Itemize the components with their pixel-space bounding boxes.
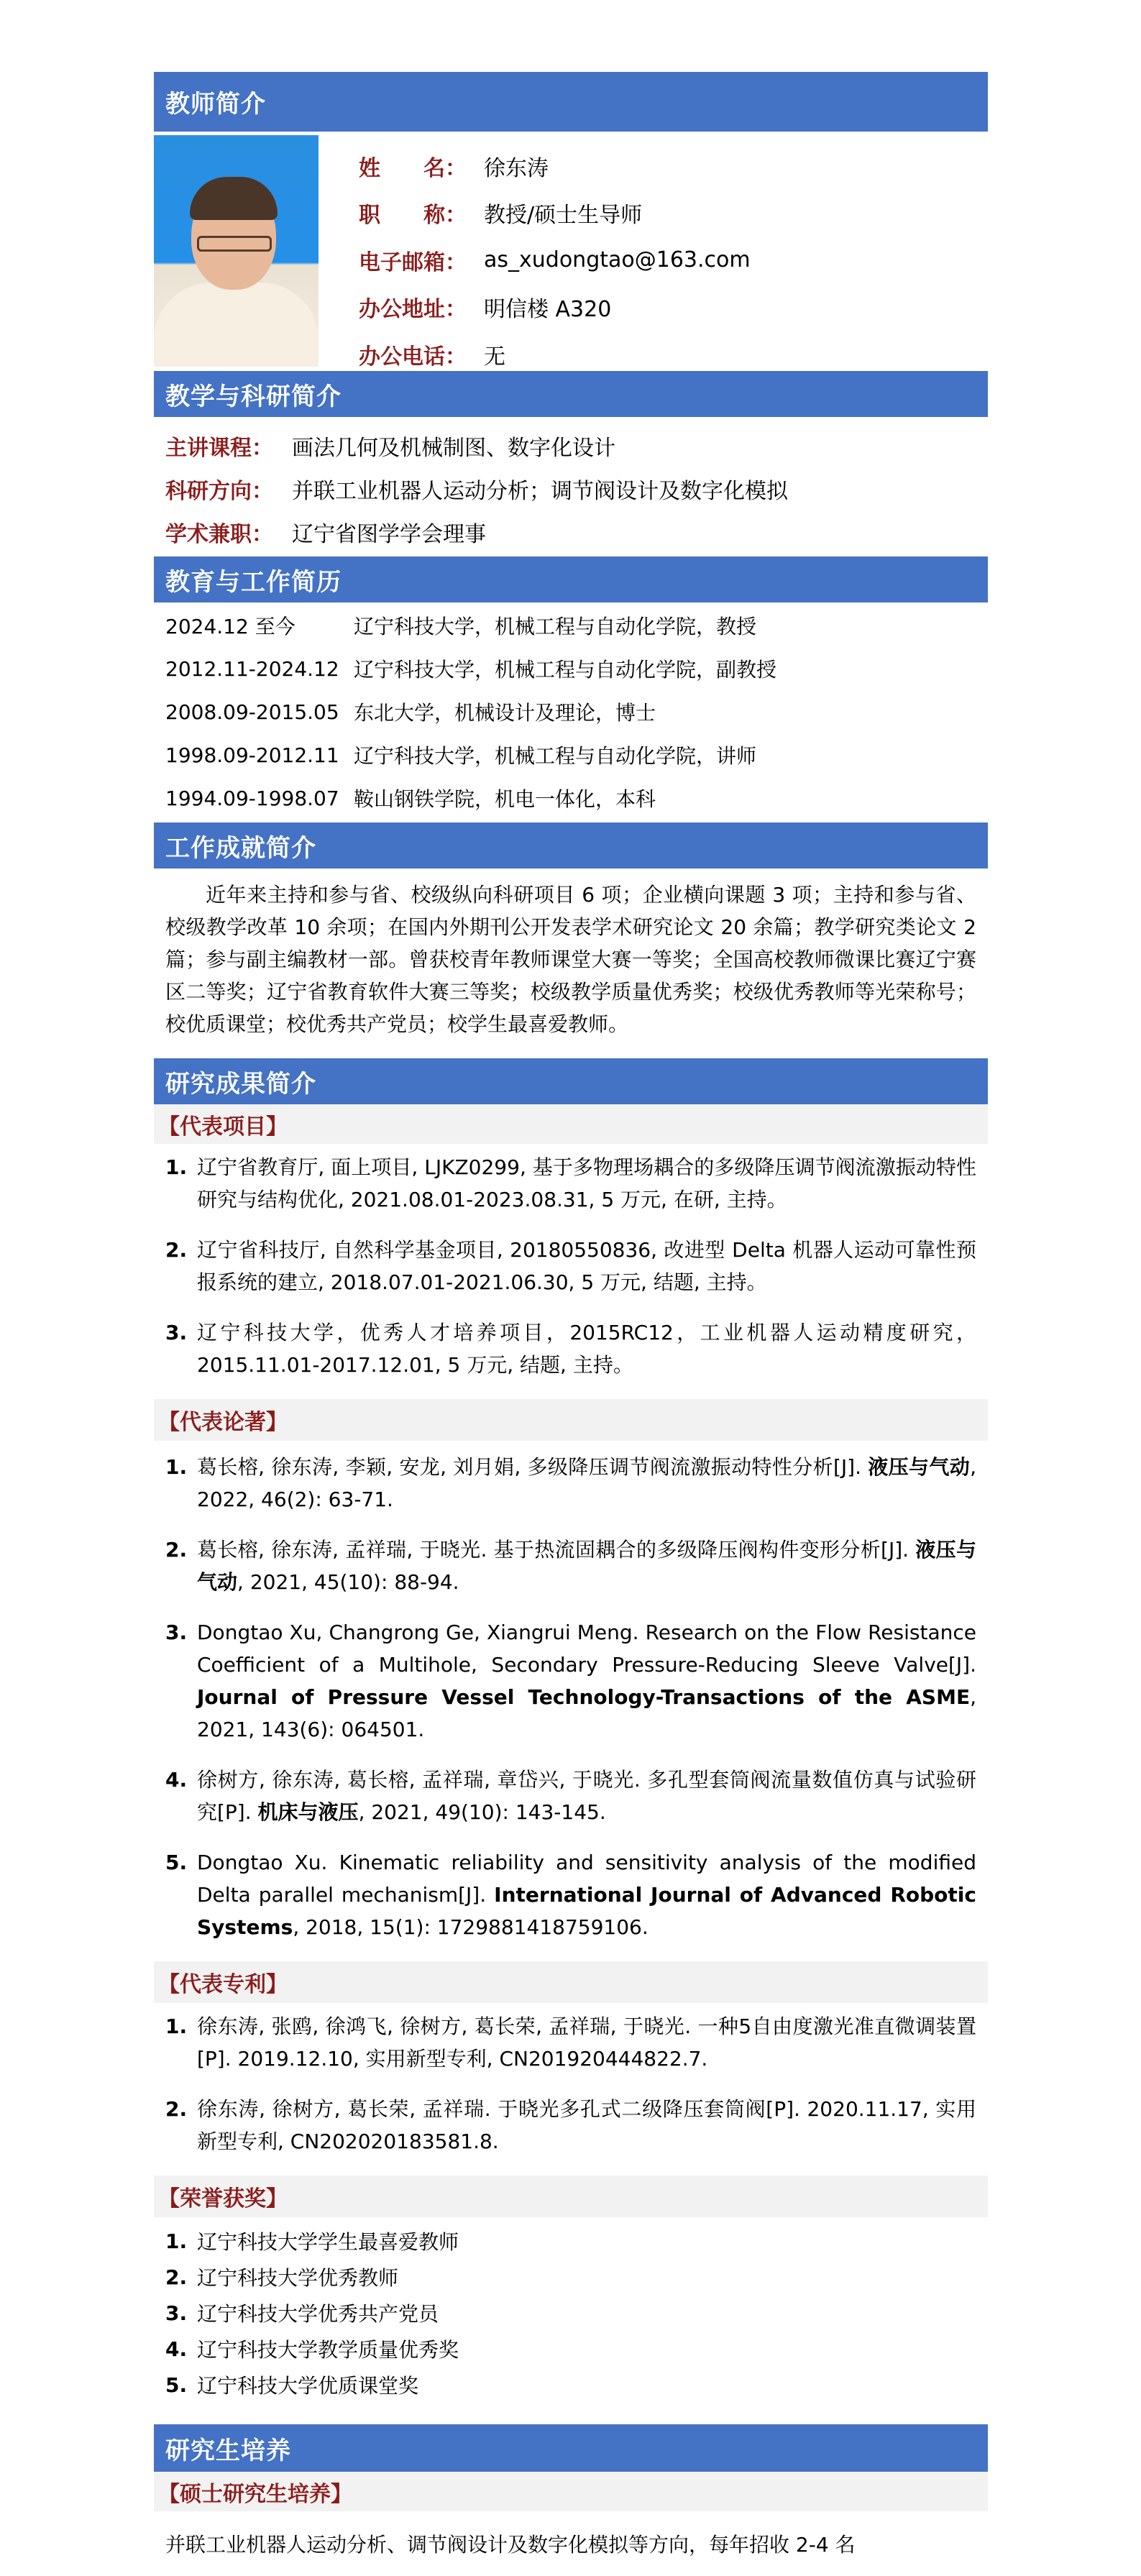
- office-label: 办公地址：: [359, 297, 467, 323]
- history-date: 2012.11-2024.12: [165, 656, 339, 681]
- item-number: 5.: [165, 2373, 188, 2397]
- history-list: [154, 602, 988, 820]
- photo-shirt: [154, 283, 319, 367]
- teaching-row-research: [154, 467, 988, 510]
- positions-label: 学术兼职：: [165, 522, 273, 547]
- patent-item: [165, 2010, 976, 2075]
- item-text: [197, 1534, 976, 1598]
- positions-value: 辽宁省图学学会理事: [292, 522, 486, 547]
- paper-journal: 液压与气动: [197, 1538, 976, 1594]
- section-header-profile: 教师简介: [154, 72, 988, 132]
- section-header-research: 研究成果简介: [154, 1058, 988, 1104]
- item-number: 2.: [165, 2265, 188, 2289]
- item-text: [197, 1846, 976, 1943]
- phone-label: 办公电话：: [359, 344, 467, 370]
- history-desc: 辽宁科技大学，机械工程与自动化学院，副教授: [354, 658, 777, 682]
- item-text: 辽宁省教育厅, 面上项目, LJKZ0299, 基于多物理场耦合的多级降压调节阀流激振动特性研究与结构优化, 2021.08.01-2023.08.31, 5 万元, 在研, 主持。: [197, 1155, 976, 1211]
- item-text: 辽宁科技大学学生最喜爱教师: [197, 2230, 459, 2254]
- paper-item: [165, 1451, 976, 1516]
- paper-volume: , 2018, 15(1): 1729881418759106.: [293, 1915, 649, 1939]
- item-number: 5.: [165, 1851, 188, 1874]
- item-number: 1.: [165, 1455, 188, 1479]
- teacher-photo: [154, 135, 319, 367]
- history-desc: 鞍山钢铁学院，机电一体化，本科: [354, 787, 656, 811]
- profile-info: [319, 135, 751, 370]
- subheader-projects: 【代表项目】: [154, 1104, 988, 1144]
- office-value: 明信楼 A320: [484, 297, 612, 323]
- honor-item: [165, 2367, 976, 2403]
- photo-hair: [190, 177, 278, 220]
- item-number: 4.: [165, 2337, 188, 2361]
- subheader-master: 【硕士研究生培养】: [154, 2472, 988, 2511]
- item-text: 徐东涛, 张鸥, 徐鸿飞, 徐树方, 葛长荣, 孟祥瑞, 于晓光. 一种5自由度激光准直微调装置[P]. 2019.12.10, 实用新型专利, CN201920444822.7.: [197, 2014, 976, 2071]
- profile-row-office: [359, 284, 751, 331]
- profile-block: [154, 135, 988, 370]
- patents-list: [154, 2003, 988, 2158]
- paper-citation: Dongtao Xu, Changrong Ge, Xiangrui Meng. Research on the Flow Resistance Coefficient of a Multihole, Secondary Pressure-Reducing Sleeve Valve[J].: [197, 1621, 976, 1677]
- history-desc: 辽宁科技大学，机械工程与自动化学院，讲师: [354, 744, 757, 768]
- item-number: 2.: [165, 2097, 188, 2121]
- name-label-char2: 名：: [423, 155, 467, 181]
- project-item: [165, 1234, 976, 1298]
- history-row: [154, 647, 988, 690]
- paper-journal: 机床与液压: [257, 1800, 359, 1824]
- achievements-paragraph: 近年来主持和参与省、校级纵向科研项目 6 项；企业横向课题 3 项；主持和参与省、校级教学改革 10 余项；在国内外期刊公开发表学术研究论文 20 余篇；教学研究类论文 2 篇；参与副主编教材一部。曾获校青年教师课堂大赛一等奖；全国高校教师微课比赛辽宁赛区二等奖；辽宁省教育软件大赛三等奖；校级教学质量优秀奖；校级优秀教师等光荣称号；校优质课堂；校优秀共产党员；校学生最喜爱教师。: [165, 883, 976, 1036]
- project-item: [165, 1316, 976, 1381]
- research-direction-value: 并联工业机器人运动分析；调节阀设计及数字化模拟: [292, 479, 788, 504]
- honor-item: [165, 2331, 976, 2367]
- honors-list: [154, 2217, 988, 2403]
- section-header-history: 教育与工作简历: [154, 556, 988, 602]
- title-label: [359, 197, 484, 229]
- subheader-papers: 【代表论著】: [154, 1399, 988, 1441]
- paper-item: [165, 1764, 976, 1828]
- item-text: [197, 1616, 976, 1746]
- paper-volume: , 2021, 49(10): 143-145.: [358, 1800, 606, 1824]
- paper-citation: 葛长榕, 徐东涛, 李颖, 安龙, 刘月娟, 多级降压调节阀流激振动特性分析[J].: [197, 1455, 869, 1479]
- item-number: 3.: [165, 2301, 188, 2325]
- profile-row-phone: [359, 331, 751, 378]
- photo-glasses: [197, 236, 272, 252]
- title-value: 教授/硕士生导师: [484, 203, 643, 229]
- item-number: 2.: [165, 1238, 188, 1262]
- section-header-graduate: 研究生培养: [154, 2424, 988, 2472]
- paper-item: [165, 1616, 976, 1746]
- paper-journal: 液压与气动: [868, 1455, 971, 1479]
- paper-volume: , 2021, 45(10): 88-94.: [237, 1570, 459, 1594]
- paper-citation: 徐树方, 徐东涛, 葛长榕, 孟祥瑞, 章岱兴, 于晓光. 多孔型套筒阀流量数值仿真与试验研究[P].: [197, 1768, 976, 1824]
- courses-label: 主讲课程：: [165, 436, 273, 461]
- item-number: 2.: [165, 1538, 188, 1562]
- paper-volume: , 2022, 46(2): 63-71.: [197, 1455, 976, 1511]
- history-row: [154, 690, 988, 733]
- item-text: 徐东涛, 徐树方, 葛长荣, 孟祥瑞. 于晓光多孔式二级降压套筒阀[P]. 2020.11.17, 实用新型专利, CN202020183581.8.: [197, 2097, 976, 2153]
- honor-item: [165, 2223, 976, 2259]
- honor-item: [165, 2259, 976, 2295]
- teaching-row-courses: [154, 424, 988, 467]
- paper-volume: , 2021, 143(6): 064501.: [197, 1685, 976, 1741]
- email-label: 电子邮箱：: [359, 249, 467, 275]
- item-number: 4.: [165, 1768, 188, 1792]
- section-header-achievements: 工作成就简介: [154, 822, 988, 868]
- profile-row-name: [359, 142, 751, 190]
- teaching-block: [154, 417, 988, 554]
- paper-item: [165, 1534, 976, 1598]
- paper-journal: Journal of Pressure Vessel Technology-Transactions of the ASME: [197, 1685, 971, 1709]
- email-value[interactable]: as_xudongtao@163.com: [484, 247, 751, 273]
- item-text: 辽宁科技大学优秀教师: [197, 2266, 399, 2290]
- item-number: 3.: [165, 1621, 188, 1644]
- subheader-patents: 【代表专利】: [154, 1961, 988, 2003]
- research-direction-label: 科研方向：: [165, 479, 273, 504]
- history-date: 1994.09-1998.07: [165, 786, 339, 810]
- item-text: 辽宁科技大学优质课堂奖: [197, 2374, 419, 2398]
- papers-list: [154, 1441, 988, 1943]
- profile-row-email: [359, 237, 751, 284]
- item-text: 辽宁科技大学教学质量优秀奖: [197, 2338, 459, 2362]
- item-number: 1.: [165, 2229, 188, 2253]
- history-row: [154, 733, 988, 776]
- history-date: 2024.12 至今: [165, 615, 295, 638]
- patent-item: [165, 2093, 976, 2158]
- history-date: 2008.09-2015.05: [165, 700, 339, 724]
- item-number: 1.: [165, 1155, 188, 1179]
- paper-item: [165, 1846, 976, 1943]
- name-label: [359, 150, 484, 182]
- courses-value: 画法几何及机械制图、数字化设计: [292, 436, 615, 461]
- paper-journal: International Journal of Advanced Robotic Systems: [197, 1883, 976, 1939]
- honor-item: [165, 2295, 976, 2331]
- item-text: 辽宁省科技厅, 自然科学基金项目, 20180550836, 改进型 Delta 机器人运动可靠性预报系统的建立, 2018.07.01-2021.06.30, 5 万元, 结题, 主持。: [197, 1238, 976, 1294]
- history-row: [154, 776, 988, 820]
- paper-citation: Dongtao Xu. Kinematic reliability and sensitivity analysis of the modified Delta parallel mechanism[J].: [197, 1851, 976, 1907]
- item-text: [197, 1764, 976, 1828]
- item-number: 3.: [165, 1321, 188, 1344]
- teaching-row-positions: [154, 510, 988, 554]
- history-date: 1998.09-2012.11: [165, 743, 339, 767]
- profile-row-title: [359, 190, 751, 237]
- name-label-char1: 姓: [359, 155, 380, 181]
- project-item: [165, 1151, 976, 1216]
- section-header-teaching: 教学与科研简介: [154, 371, 988, 417]
- title-label-char2: 称：: [423, 203, 467, 229]
- item-number: 1.: [165, 2014, 188, 2038]
- history-desc: 东北大学，机械设计及理论，博士: [354, 701, 656, 725]
- history-desc: 辽宁科技大学，机械工程与自动化学院，教授: [354, 615, 757, 638]
- item-text: 辽宁科技大学优秀共产党员: [197, 2302, 439, 2326]
- item-text: [197, 1451, 976, 1516]
- history-row: [154, 604, 988, 647]
- phone-value: 无: [484, 344, 505, 370]
- item-text: 辽宁科技大学，优秀人才培养项目，2015RC12，工业机器人运动精度研究，2015.11.01-2017.12.01, 5 万元, 结题, 主持。: [197, 1321, 976, 1377]
- title-label-char1: 职: [359, 203, 380, 229]
- name-value: 徐东涛: [484, 155, 549, 181]
- teacher-profile-page: [154, 72, 988, 2576]
- subheader-honors: 【荣誉获奖】: [154, 2176, 988, 2217]
- paper-citation: 葛长榕, 徐东涛, 孟祥瑞, 于晓光. 基于热流固耦合的多级降压阀构件变形分析[J].: [197, 1538, 916, 1562]
- projects-list: [154, 1144, 988, 1381]
- master-description: 并联工业机器人运动分析、调节阀设计及数字化模拟等方向，每年招收 2-4 名: [165, 2533, 856, 2557]
